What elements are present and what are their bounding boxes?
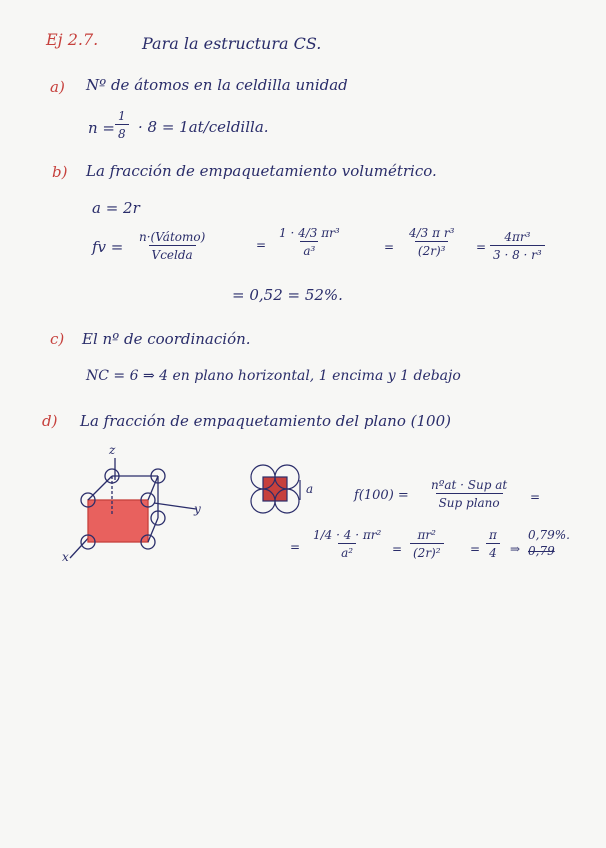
fraction-denominator: (2r)³ bbox=[415, 241, 449, 258]
plane-result: 0,79%. bbox=[528, 528, 570, 542]
fraction-numerator: 1 bbox=[118, 109, 126, 123]
part-a-label: a) bbox=[50, 78, 65, 96]
lattice-relation: a = 2r bbox=[92, 199, 140, 217]
part-c-label: c) bbox=[50, 330, 65, 348]
plane-result-crossed: 0,79 bbox=[528, 544, 555, 558]
fraction-numerator: n·(Vátomo) bbox=[139, 230, 206, 244]
implies-arrow: ⇒ bbox=[510, 542, 521, 556]
equals-sign: = bbox=[290, 540, 301, 554]
fraction-numerator: πr² bbox=[417, 528, 436, 542]
part-d-label: d) bbox=[42, 412, 58, 430]
fraction-denominator: 8 bbox=[115, 124, 129, 141]
x-axis-label: x bbox=[62, 550, 69, 564]
fraction-numerator: π bbox=[489, 528, 497, 542]
equals-sign: = bbox=[530, 490, 541, 504]
f100-fraction-2 bbox=[410, 528, 444, 560]
cube-edge bbox=[88, 476, 112, 500]
part-d-heading: La fracción de empaquetamiento del plano (100) bbox=[80, 412, 451, 430]
fraction-denominator: Vcelda bbox=[149, 245, 196, 262]
fraction-denominator: 4 bbox=[486, 543, 500, 560]
equals-sign: = bbox=[392, 542, 403, 556]
fv-label: fv = bbox=[92, 238, 124, 256]
packing-result: = 0,52 = 52%. bbox=[232, 286, 343, 304]
coordination-number: NC = 6 ⇒ 4 en plano horizontal, 1 encima y 1 debajo bbox=[86, 368, 461, 384]
z-axis-label: z bbox=[109, 443, 116, 457]
equals-sign: = bbox=[256, 238, 267, 252]
part-a-result: · 8 = 1at/celdilla. bbox=[138, 118, 269, 136]
cube-edge bbox=[148, 476, 158, 500]
cube-edge bbox=[148, 518, 158, 542]
part-b-label: b) bbox=[52, 163, 68, 181]
f100-fraction-1 bbox=[310, 528, 384, 560]
fraction-denominator: a³ bbox=[300, 241, 318, 258]
part-a-n-label: n = bbox=[88, 119, 115, 137]
y-axis-line bbox=[154, 503, 196, 509]
part-b-heading: La fracción de empaquetamiento volumétrico. bbox=[86, 162, 437, 180]
equals-sign: = bbox=[476, 240, 487, 254]
y-axis-label: y bbox=[194, 502, 201, 516]
part-a-heading: Nº de átomos en la celdilla unidad bbox=[86, 76, 348, 94]
exercise-number: Ej 2.7. bbox=[46, 30, 99, 49]
f100-fraction bbox=[428, 478, 510, 510]
plane-atoms-drawing bbox=[251, 465, 300, 513]
fraction-denominator: a² bbox=[338, 543, 356, 560]
exercise-title: Para la estructura CS. bbox=[142, 34, 322, 53]
fraction-numerator: 1 · 4/3 πr³ bbox=[279, 226, 340, 240]
part-c-heading: El nº de coordinación. bbox=[82, 330, 251, 348]
fraction-numerator: 4/3 π r³ bbox=[409, 226, 455, 240]
fraction-denominator: (2r)² bbox=[410, 543, 444, 560]
f100-label: f(100) = bbox=[354, 488, 409, 503]
fraction-denominator: 3 · 8 · r³ bbox=[490, 245, 545, 262]
fraction-numerator: 4πr³ bbox=[504, 230, 531, 244]
fraction-numerator: nºat · Sup at bbox=[431, 478, 508, 492]
plane-100-face bbox=[88, 500, 148, 542]
f100-fraction-3 bbox=[486, 528, 500, 560]
side-a-label: a bbox=[306, 482, 314, 496]
equals-sign: = bbox=[470, 542, 481, 556]
fraction-numerator: 1/4 · 4 · πr² bbox=[313, 528, 382, 542]
fraction-denominator: Sup plano bbox=[436, 493, 503, 510]
equals-sign: = bbox=[384, 240, 395, 254]
